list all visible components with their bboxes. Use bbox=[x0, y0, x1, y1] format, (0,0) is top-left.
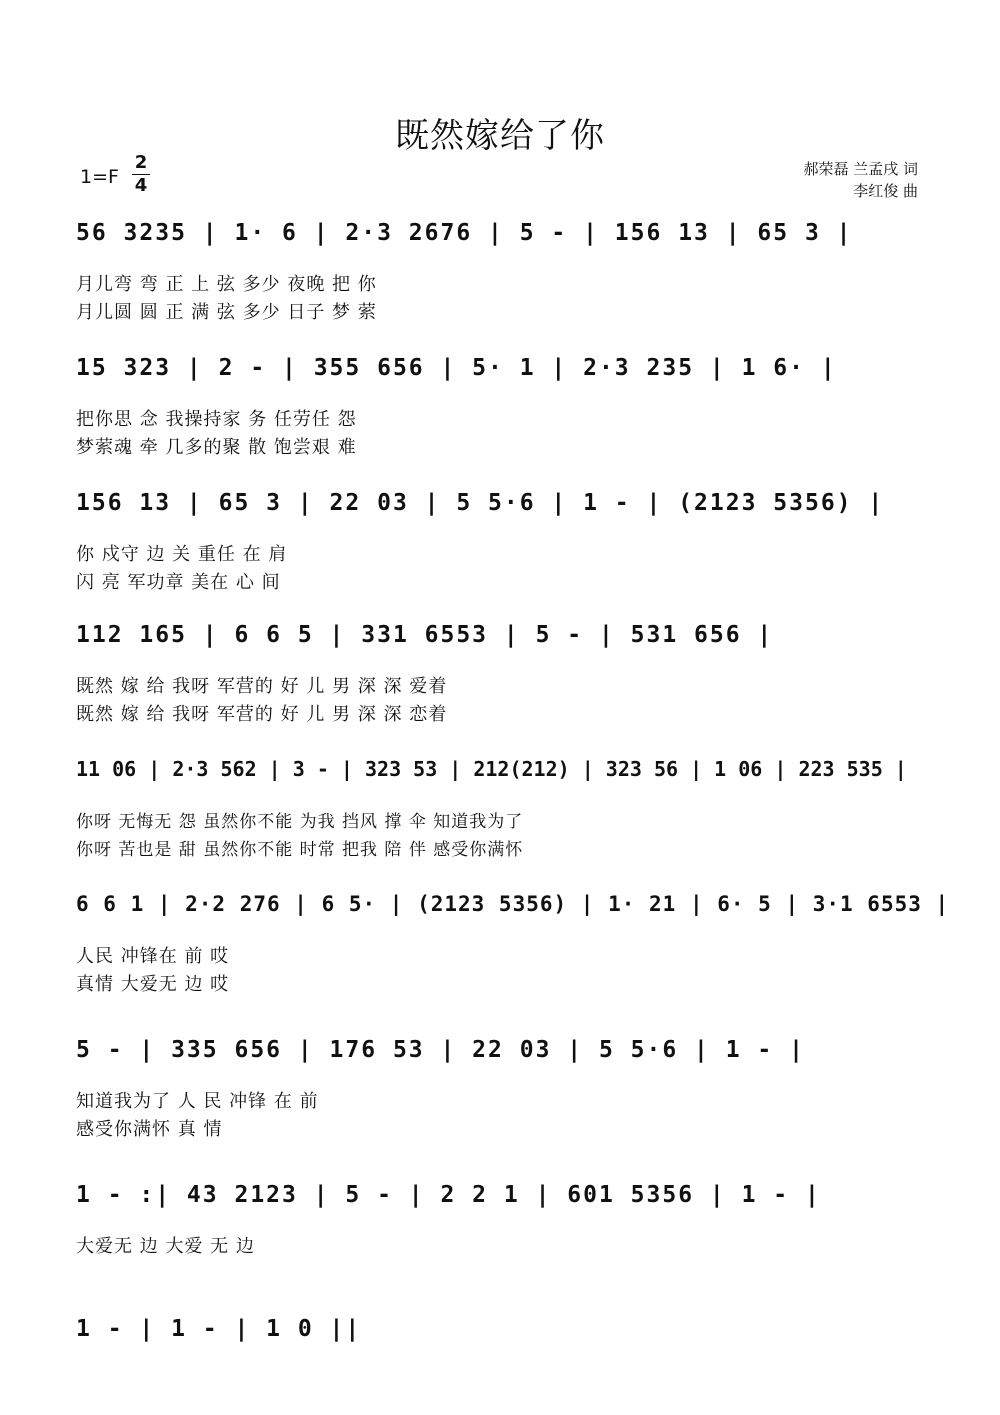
time-numerator: 2 bbox=[132, 152, 150, 175]
composer-credit: 李红俊 曲 bbox=[853, 182, 918, 200]
notation-line: 1 - | 1 - | 1 0 || bbox=[76, 1316, 362, 1342]
lyrics-verse-1: 既然 嫁 给 我呀 军营的 好 儿 男 深 深 爱着 bbox=[76, 676, 448, 697]
score-row-9 bbox=[76, 1316, 924, 1356]
score-row-7 bbox=[76, 1037, 924, 1140]
score-row-1 bbox=[76, 220, 924, 323]
score-row-2 bbox=[76, 355, 924, 458]
lyrics-verse-2: 感受你满怀 真 情 bbox=[76, 1119, 223, 1140]
lyrics-verse-1: 大爱无 边 大爱 无 边 bbox=[76, 1236, 255, 1257]
lyrics-verse-2: 梦萦魂 牵 几多的聚 散 饱尝艰 难 bbox=[76, 437, 357, 458]
lyrics-verse-2: 真情 大爱无 边 哎 bbox=[76, 974, 230, 995]
score-row-8 bbox=[76, 1182, 924, 1257]
lyrics-verse-2: 既然 嫁 给 我呀 军营的 好 儿 男 深 深 恋着 bbox=[76, 704, 448, 725]
lyrics-verse-1: 人民 冲锋在 前 哎 bbox=[76, 946, 230, 967]
lyrics-verse-1: 你 戍守 边 关 重任 在 肩 bbox=[76, 544, 288, 565]
score-row-6 bbox=[76, 892, 950, 995]
notation-line: 1 - :| 43 2123 | 5 - | 2 2 1 | 601 5356 | 1 - | bbox=[76, 1182, 821, 1208]
lyrics-verse-1: 知道我为了 人 民 冲锋 在 前 bbox=[76, 1091, 319, 1112]
lyrics-verse-2: 你呀 苦也是 甜 虽然你不能 时常 把我 陪 伴 感受你满怀 bbox=[76, 840, 524, 860]
notation-line: 56 3235 | 1· 6 | 2·3 2676 | 5 - | 156 13 | 65 3 | bbox=[76, 220, 853, 246]
time-signature bbox=[132, 152, 150, 197]
notation-line: 112 165 | 6 6 5 | 331 6553 | 5 - | 531 656 | bbox=[76, 622, 774, 648]
notation-line: 11 06 | 2·3 562 | 3 - | 323 53 | 212(212) | 323 56 | 1 06 | 223 535 | bbox=[76, 757, 907, 781]
score-row-5 bbox=[76, 757, 924, 860]
score-row-4 bbox=[76, 622, 924, 725]
lyricist-credit: 郝荣磊 兰孟戌 词 bbox=[803, 160, 918, 178]
notation-line: 156 13 | 65 3 | 22 03 | 5 5·6 | 1 - | (2123 5356) | bbox=[76, 490, 885, 516]
song-title: 既然嫁给了你 bbox=[395, 116, 605, 156]
score-row-3 bbox=[76, 490, 924, 593]
lyrics-verse-1: 月儿弯 弯 正 上 弦 多少 夜晚 把 你 bbox=[76, 274, 377, 295]
lyrics-verse-2: 闪 亮 军功章 美在 心 间 bbox=[76, 572, 281, 593]
notation-line: 5 - | 335 656 | 176 53 | 22 03 | 5 5·6 | 1 - | bbox=[76, 1037, 805, 1063]
time-denominator: 4 bbox=[134, 175, 148, 196]
notation-line: 6 6 1 | 2·2 276 | 6 5· | (2123 5356) | 1· 21 | 6· 5 | 3·1 6553 | bbox=[76, 892, 950, 916]
lyrics-verse-2: 月儿圆 圆 正 满 弦 多少 日子 梦 萦 bbox=[76, 302, 377, 323]
notation-line: 15 323 | 2 - | 355 656 | 5· 1 | 2·3 235 | 1 6· | bbox=[76, 355, 837, 381]
lyrics-verse-1: 你呀 无悔无 怨 虽然你不能 为我 挡风 撑 伞 知道我为了 bbox=[76, 812, 524, 832]
key-signature: 1=F bbox=[80, 166, 119, 188]
lyrics-verse-1: 把你思 念 我操持家 务 任劳任 怨 bbox=[76, 409, 357, 430]
